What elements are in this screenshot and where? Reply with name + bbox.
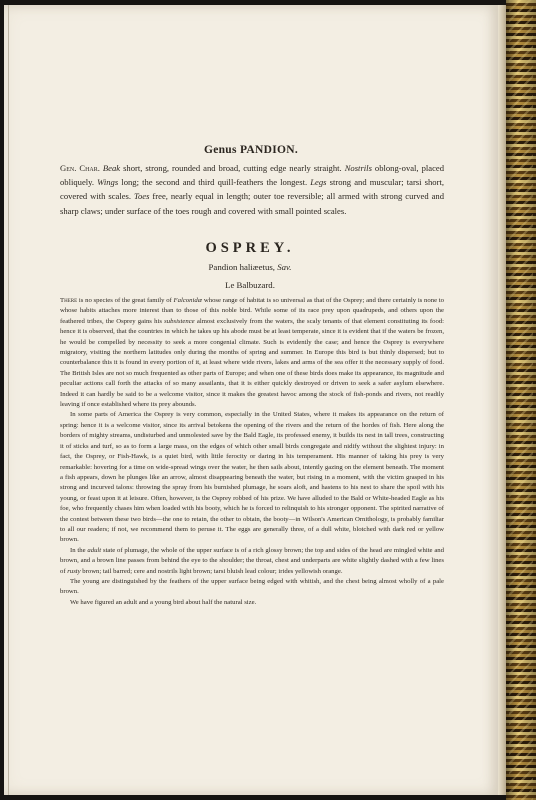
page-gutter-line [8,5,9,795]
beak-term: Beak [102,163,121,173]
paragraph-1: There is no species of the great family of Falconidæ whose range of habitat is so universal as that of the Osprey; and there certainly is none to whose habits attaches more interest than to those of this noble bird. While some of its race prey upon quadrupeds, and others upon the feathered tribes, the Osprey gains his subsistence almost exclusively from the waters, the scaly tenants of that element constituting its food: hence it is observed, that the countries in which he takes up his abode must be at least temperate, since it is evident that if the waters be frozen, he would be compelled by necessity to seek a more congenial climate. Such is evidently the case; and hence the Osprey is everywhere migratory, visiting the northern latitudes only during the months of spring and summer. In Europe this bird is but thinly dispersed; but to counterbalance this it is found in every portion of it, at least where wide rivers, lakes and arms of the sea offer it the necessary supply of food. The British Isles are not so much frequented as other parts of Europe; and when one of these birds does make its appearance, its magnitude and peculiar actions call forth the attacks of so many assailants, that it is either quickly destroyed or driven to seek a safer asylum elsewhere. Indeed it can hardly be said to be a welcome visitor, since it makes the greatest havoc among the stock of fish-ponds and rivers, not readily leaving if once established where its prey abounds. [60,297,445,409]
latin-name: Pandion haliæetus, Sav. [208,262,292,272]
wings-term: Wings [97,177,119,188]
gen-char-label: Gen. Char. [60,163,100,173]
book-binding-edge [506,0,536,800]
paragraph-2: In some parts of America the Osprey is very common, especially in the United States, where it makes its appearance on the return of spring: hence it is a welcome visitor, since its arrival betokens the opening of the rivers and the return of the hordes of fish. Here along the borders of mighty streams, undisturbed and unmolested save by the Bald Eagle, its professed enemy, it builds its nest in tall trees, constructing it of sticks and turf, so as to form a large mass, on the edges of which other small birds congregate and nidify without the slightest injury: in fact, the Osprey, or Fish-Hawk, is a quiet bird, with little ferocity or daring in his temperament. His manner of taking his prey is very remarkable: hovering for a time on wide-spread wings over the water, he then sails about, intently gazing on the element beneath. The moment a fish appears, down he plunges like an arrow, almost disappearing beneath the water, but rising in a moment, with the victim grasped in his strong and incurved talons: throwing the spray from his burnished plumage, he soars aloft, and hastens to his nest to share the spoil with his young, or feast upon it at leisure. Often, however, is the Osprey robbed of his prize. We have alluded to the Bald or White-headed Eagle as his foe, who frequently chases him when loaded with his booty, which he is forced to relinquish to his stronger opponent. The spirited narrative of the contest between these two birds—the one to retain, the other to obtain, the booty—in Wilson's American Ornithology, is probably familiar to all our readers; if not, we recommend them to peruse it. The eggs are generally three, of a dull white, blotched with dark red or yellow brown. [60,411,444,544]
nostrils-term: Nostrils [344,163,372,173]
legs-term: Legs [310,177,327,188]
genus-heading: Genus PANDION. [203,144,299,156]
french-name: Le Balbuzard. [225,280,275,290]
paragraph-5: We have figured an adult and a young bird about half the natural size. [70,598,257,606]
generic-characters: Gen. Char. Beak short, strong, rounded and broad, cutting edge nearly straight. Nostrils oblong-oval, placed obliquely. Wings long; the second and third quill-feathers the longest. Legs strong and muscular; tarsi short, covered with scales. Toes free, nearly equal in length; outer toe reversible; all armed with strong curved and sharp claws; under surface of the toes rough and covered with small pointed scales. [60,163,445,216]
page-edges [498,5,506,795]
paragraph-3: In the adult state of plumage, the whole of the upper surface is of a rich glossy brown; the top and sides of the head are mingled white and brown, and a brown line passes from behind the eye to the shoulder; the throat, chest and underparts are white slightly dashed with a few lines of rusty brown; tail barred; cere and nostrils light brown; tarsi bluish lead colour; irides yellowish orange. [60,546,444,575]
species-description [60,296,444,608]
species-title: OSPREY. [205,240,295,256]
paragraph-4: The young are distinguished by the feathers of the upper surface being edged with whitish, and the chest being almost wholly of a pale brown. [60,577,444,596]
toes-term: Toes [134,191,150,202]
